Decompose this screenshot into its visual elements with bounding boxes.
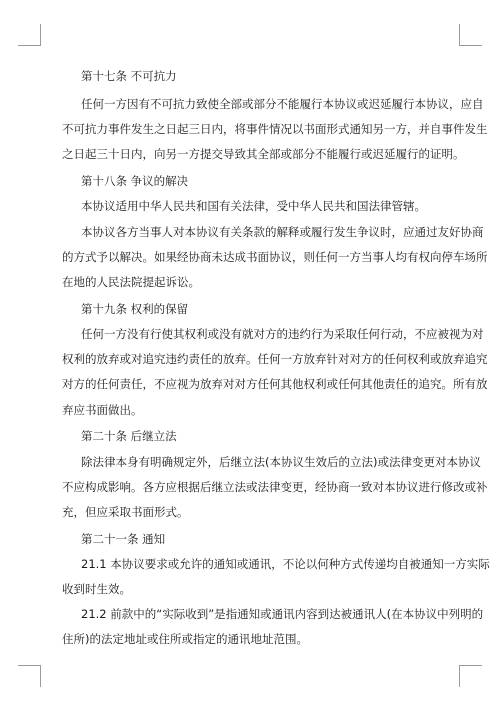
article-17-text: 不可抗力事件发生之日起三日内，将事件情况以书面形式通知另一方，并自事件发生	[62, 122, 488, 136]
crop-mark-bottom-right	[459, 665, 460, 687]
article-18-text: 在地的人民法院提起诉讼。	[62, 275, 200, 289]
article-21-text: 收到时生效。	[62, 582, 131, 596]
crop-mark-top-left	[40, 24, 41, 46]
article-19-text: 对方的任何责任，不应视为放弃对对方任何其他权利或任何其他责任的追究。所有放	[62, 377, 488, 391]
article-18-text: 本协议各方当事人对本协议有关条款的解释或履行发生争议时，应通过友好协商	[81, 225, 484, 239]
article-18-heading: 第十八条 争议的解决	[81, 174, 189, 188]
article-21-text: 住所)的法定地址或住所或指定的通讯地址范围。	[62, 632, 308, 646]
article-19-text: 任何一方没有行使其权利或没有就对方的违约行为采取任何行动，不应被视为对	[81, 327, 484, 341]
crop-mark-top-right	[459, 24, 460, 46]
crop-mark-top-right	[460, 45, 482, 46]
crop-mark-bottom-left	[18, 665, 40, 666]
article-20-text: 除法律本身有明确规定外，后继立法(本协议生效后的立法)或法律变更对本协议	[81, 455, 481, 469]
article-20-heading: 第二十条 后继立法	[81, 429, 177, 443]
article-19-heading: 第十九条 权利的保留	[81, 302, 189, 316]
article-21-text: 21.2 前款中的“实际收到”是指通知或通讯内容到达被通讯人(在本协议中列明的	[81, 607, 484, 621]
article-20-text: 充，但应采取书面形式。	[62, 505, 189, 519]
crop-mark-bottom-left	[40, 665, 41, 687]
article-20-text: 不应构成影响。各方应根据后继立法或法律变更，经协商一致对本协议进行修改或补	[62, 480, 488, 494]
article-19-text: 弃应书面做出。	[62, 403, 143, 417]
article-18-text: 的方式予以解决。如果经协商未达成书面协议，则任何一方当事人均有权向停车场所	[62, 250, 488, 264]
crop-mark-top-left	[18, 45, 40, 46]
article-18-text: 本协议适用中华人民共和国有关法律，受中华人民共和国法律管辖。	[81, 199, 426, 213]
article-19-text: 权利的放弃或对追究违约责任的放弃。任何一方放弃针对对方的任何权利或放弃追究	[62, 352, 488, 366]
article-21-text: 21.1 本协议要求或允许的通知或通讯，不论以何种方式传递均自被通知一方实际	[81, 557, 490, 571]
article-17-heading: 第十七条 不可抗力	[81, 69, 177, 83]
article-17-text: 之日起三十日内，向另一方提交导致其全部或部分不能履行或迟延履行的证明。	[62, 147, 465, 161]
article-21-heading: 第二十一条 通知	[81, 532, 166, 546]
article-17-text: 任何一方因有不可抗力致使全部或部分不能履行本协议或迟延履行本协议，应自	[81, 97, 484, 111]
crop-mark-bottom-right	[460, 665, 482, 666]
